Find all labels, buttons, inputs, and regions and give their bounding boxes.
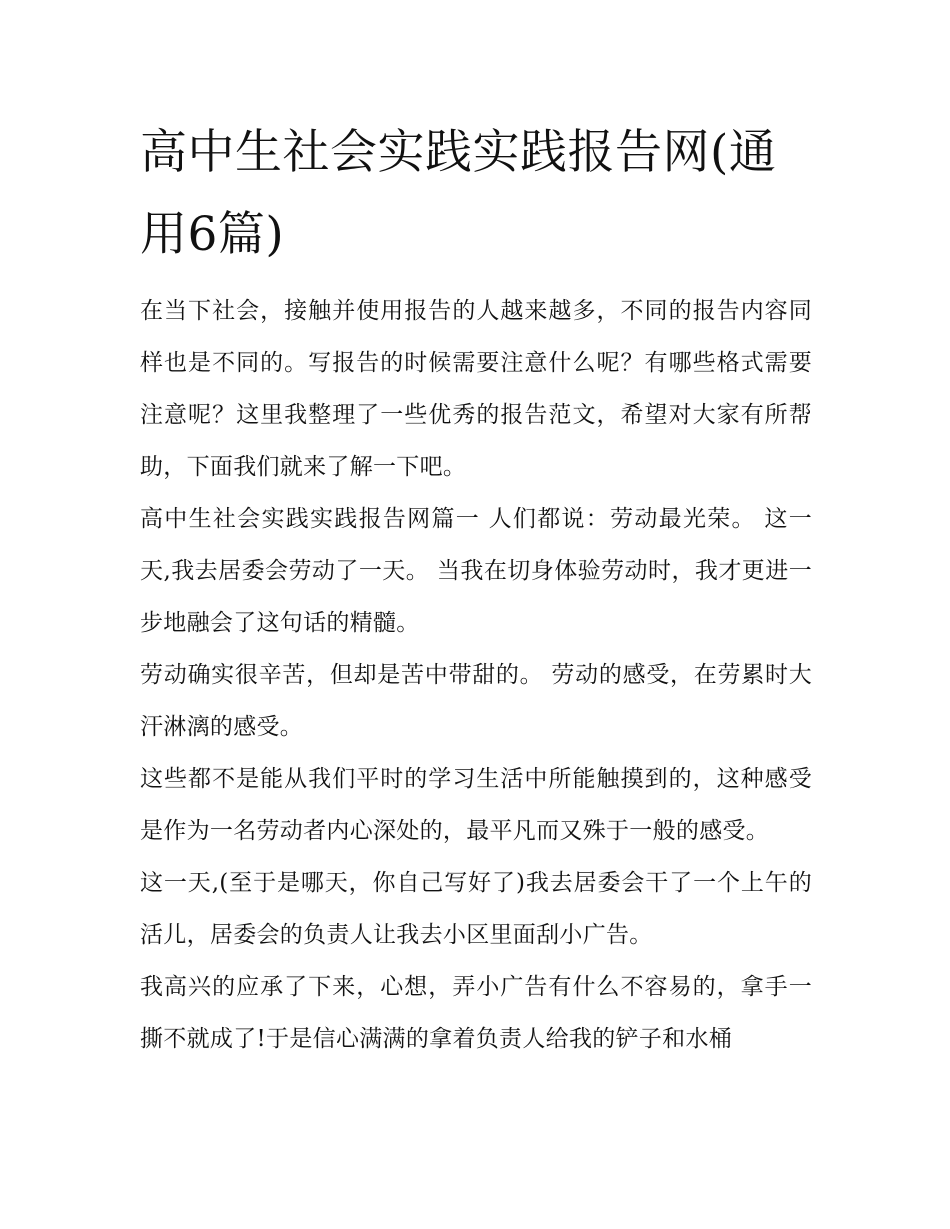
paragraph-1: 高中生社会实践实践报告网篇一 人们都说：劳动最光荣。 这一天,我去居委会劳动了一天。 当我在切身体验劳动时，我才更进一步地融会了这句话的精髓。 [140,506,812,636]
document-page [140,112,812,1065]
paragraph-2: 劳动确实很辛苦，但却是苦中带甜的。 劳动的感受，在劳累时大汗淋漓的感受。 [140,662,812,740]
paragraph-3: 这些都不是能从我们平时的学习生活中所能触摸到的，这种感受是作为一名劳动者内心深处的，最平凡而又殊于一般的感受。 [140,766,812,844]
paragraph-intro: 在当下社会，接触并使用报告的人越来越多，不同的报告内容同样也是不同的。写报告的时候需要注意什么呢？有哪些格式需要注意呢？这里我整理了一些优秀的报告范文，希望对大家有所帮助，下面我们就来了解一下吧。 [140,298,812,480]
document-title: 高中生社会实践实践报告网(通用6篇) [140,125,777,262]
paragraph-4: 这一天,(至于是哪天，你自己写好了)我去居委会干了一个上午的活儿，居委会的负责人让我去小区里面刮小广告。 [140,870,812,948]
paragraph-5: 我高兴的应承了下来，心想，弄小广告有什么不容易的，拿手一撕不就成了!于是信心满满的拿着负责人给我的铲子和水桶 [140,974,812,1052]
